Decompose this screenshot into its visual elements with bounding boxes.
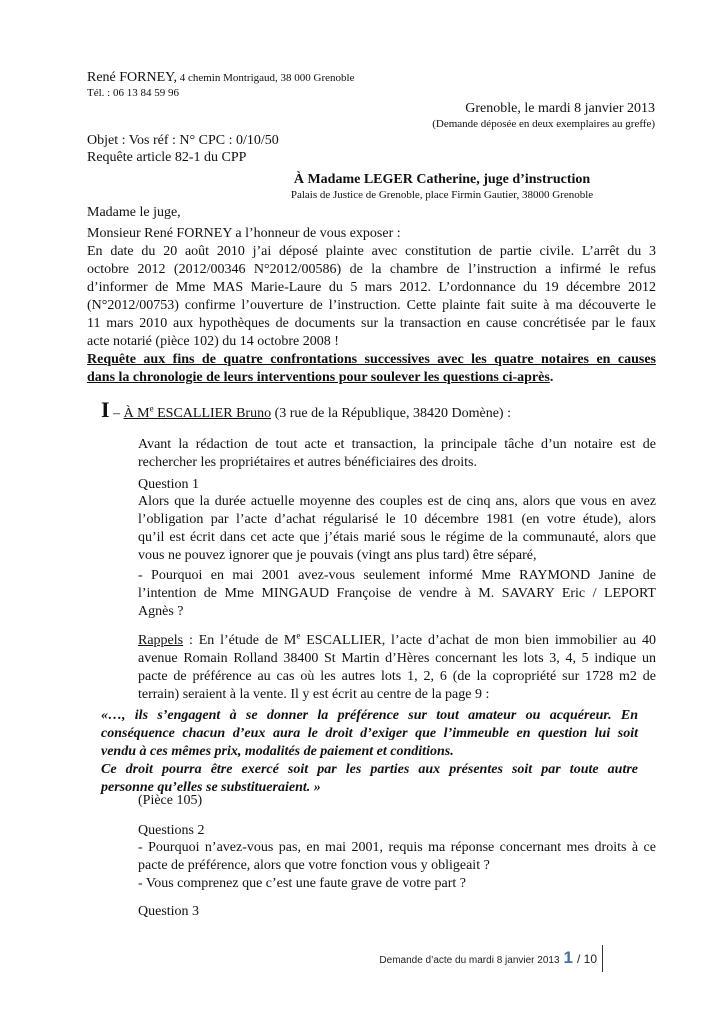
section1-intro-line: rechercher les propriétaires et autres bénéficiaires des droits. (138, 455, 477, 470)
question-1-question-line: l’intention de Mme MINGAUD Françoise de vendre à M. SAVARY Eric / LEPORT (138, 586, 656, 601)
footer-divider (602, 945, 603, 972)
intro-line: Monsieur René FORNEY a l’honneur de vous exposer : (87, 226, 401, 241)
phone: Tél. : 06 13 84 59 96 (87, 87, 179, 99)
question-1-label: Question 1 (138, 477, 200, 492)
rappels-paragraph: Rappels : En l’étude de Me ESCALLIER, l’acte d’achat de mon bien immobilier au 40 avenue Romain Rolland 38400 St Martin d’Hères concernant les lots 3, 4, 5 indique un pacte de préférence au cas où les autres lots 1, 2, 6 (de la copropriété sur 1728 m2 de terrain) seraient à la vente. Il y est écrit au centre de la page 9 : (138, 630, 656, 702)
date-note: (Demande déposée en deux exemplaires au greffe) (432, 118, 655, 130)
request-title-end: . (549, 370, 554, 385)
question-3-label: Question 3 (138, 904, 200, 919)
question-2-line: pacte de préférence, alors que votre fonction vous y obligeait ? (138, 858, 490, 873)
question-1-line: qu’il est écrit dans cet acte que j’étais marié sous le régime de la communauté, alors que (138, 530, 656, 545)
section1-intro-line: Avant la rédaction de tout acte et transaction, la principale tâche d’un notaire est de (138, 437, 656, 452)
object-line: Objet : Vos réf : N° CPC : 0/10/50 (87, 133, 279, 148)
intro-line: acte notarié (pièce 102) du 14 octobre 2008 ! (87, 334, 339, 349)
page-number: 1 (563, 948, 573, 967)
intro-line: d’informer de Mme MAS Marie-Laure du 5 mars 2012. L’ordonnance du 19 décembre 2012 (87, 280, 656, 295)
author-line (87, 69, 354, 87)
request-title (87, 351, 656, 387)
quote-line: personne qu’elles se substitueraient. » (101, 780, 321, 795)
request-title-line: Requête aux fins de quatre confrontations successives avec les quatre notaires en causes (87, 352, 656, 367)
intro-line: (N°2012/00753) confirme l’ouverture de l’instruction. Cette plainte fait suite à ma découverte le (87, 298, 656, 313)
notary-address: (3 rue de la République, 38420 Domène) : (271, 406, 511, 421)
intro-line: octobre 2012 (2012/00346 N°2012/00586) de la chambre de l’instruction a infirmé le refus (87, 262, 656, 277)
section-roman: I (101, 397, 110, 422)
question-2-label: Questions 2 (138, 823, 205, 838)
intro-line: 11 mars 2010 aux hypothèques de documents sur la transaction en cause concrétisée par le faux (87, 316, 656, 331)
quote-line: Ce droit pourra être exercé soit par les parties aux présentes soit par toute autre (101, 762, 638, 777)
question-1-line: l’obligation par l’acte d’achat régularisé le 10 décembre 1981 (en votre étude), alors (138, 512, 656, 527)
question-1-question-line: - Pourquoi en mai 2001 avez-vous seulement informé Mme RAYMOND Janine de (138, 568, 656, 583)
section-heading (101, 397, 511, 423)
rappels-line: terrain) seraient à la vente. Il y est écrit au centre de la page 9 : (138, 687, 490, 702)
page-total: / 10 (576, 952, 597, 966)
author-name: René FORNEY, (87, 70, 177, 85)
notary-name: À Me ESCALLIER Bruno (123, 403, 272, 421)
salutation: Madame le juge, (87, 205, 181, 220)
quote-line: conséquence chacun d’eux aura le droit d’exiger que l’immeuble en question lui soit (101, 726, 638, 741)
request-line: Requête article 82-1 du CPP (87, 150, 247, 165)
addressee: À Madame LEGER Catherine, juge d’instruction (293, 172, 591, 187)
request-title-line: dans la chronologie de leurs interventions pour soulever les questions ci-après (87, 370, 550, 385)
question-1-line: vous ne pouvez ignorer que je pouvais (vingt ans plus tard) être séparé, (138, 548, 537, 563)
question-1-text (138, 493, 656, 565)
question-1-question (138, 567, 656, 621)
intro-paragraph (87, 225, 656, 351)
piece-reference: (Pièce 105) (138, 793, 203, 808)
letter-date: Grenoble, le mardi 8 janvier 2013 (465, 101, 655, 116)
quote-block (101, 707, 638, 797)
question-2-text (138, 839, 656, 893)
section1-intro (138, 436, 656, 472)
page-footer (330, 948, 597, 970)
addressee-address: Palais de Justice de Grenoble, place Firmin Gautier, 38000 Grenoble (290, 189, 594, 201)
author-address: 4 chemin Montrigaud, 38 000 Grenoble (176, 72, 355, 84)
section-dash: – (109, 406, 124, 421)
rappels-line: pacte de préférence au cas où les autres lots 1, 2, 6 (de la copropriété sur 1728 m2 de (138, 669, 656, 684)
question-1-question-line: Agnès ? (138, 604, 184, 619)
question-2-line: - Vous comprenez que c’est une faute grave de votre part ? (138, 876, 466, 891)
question-1-line: Alors que la durée actuelle moyenne des couples est de cinq ans, alors que vous en avez (138, 494, 656, 509)
footer-text: Demande d’acte du mardi 8 janvier 2013 (379, 955, 560, 966)
question-2-line: - Pourquoi n’avez-vous pas, en mai 2001, requis ma réponse concernant mes droits à ce (138, 840, 656, 855)
rappels-label: Rappels (138, 633, 184, 648)
quote-line: vendu à ces mêmes prix, modalités de paiement et conditions. (101, 744, 454, 759)
quote-line: «…, ils s’engagent à se donner la préférence sur tout amateur ou acquéreur. En (101, 708, 638, 723)
intro-line: En date du 20 août 2010 j’ai déposé plainte avec constitution de partie civile. L’arrêt du 3 (87, 244, 656, 259)
rappels-line: avenue Romain Rolland 38400 St Martin d’Hères concernant les lots 3, 4, 5 indique un (138, 651, 656, 666)
